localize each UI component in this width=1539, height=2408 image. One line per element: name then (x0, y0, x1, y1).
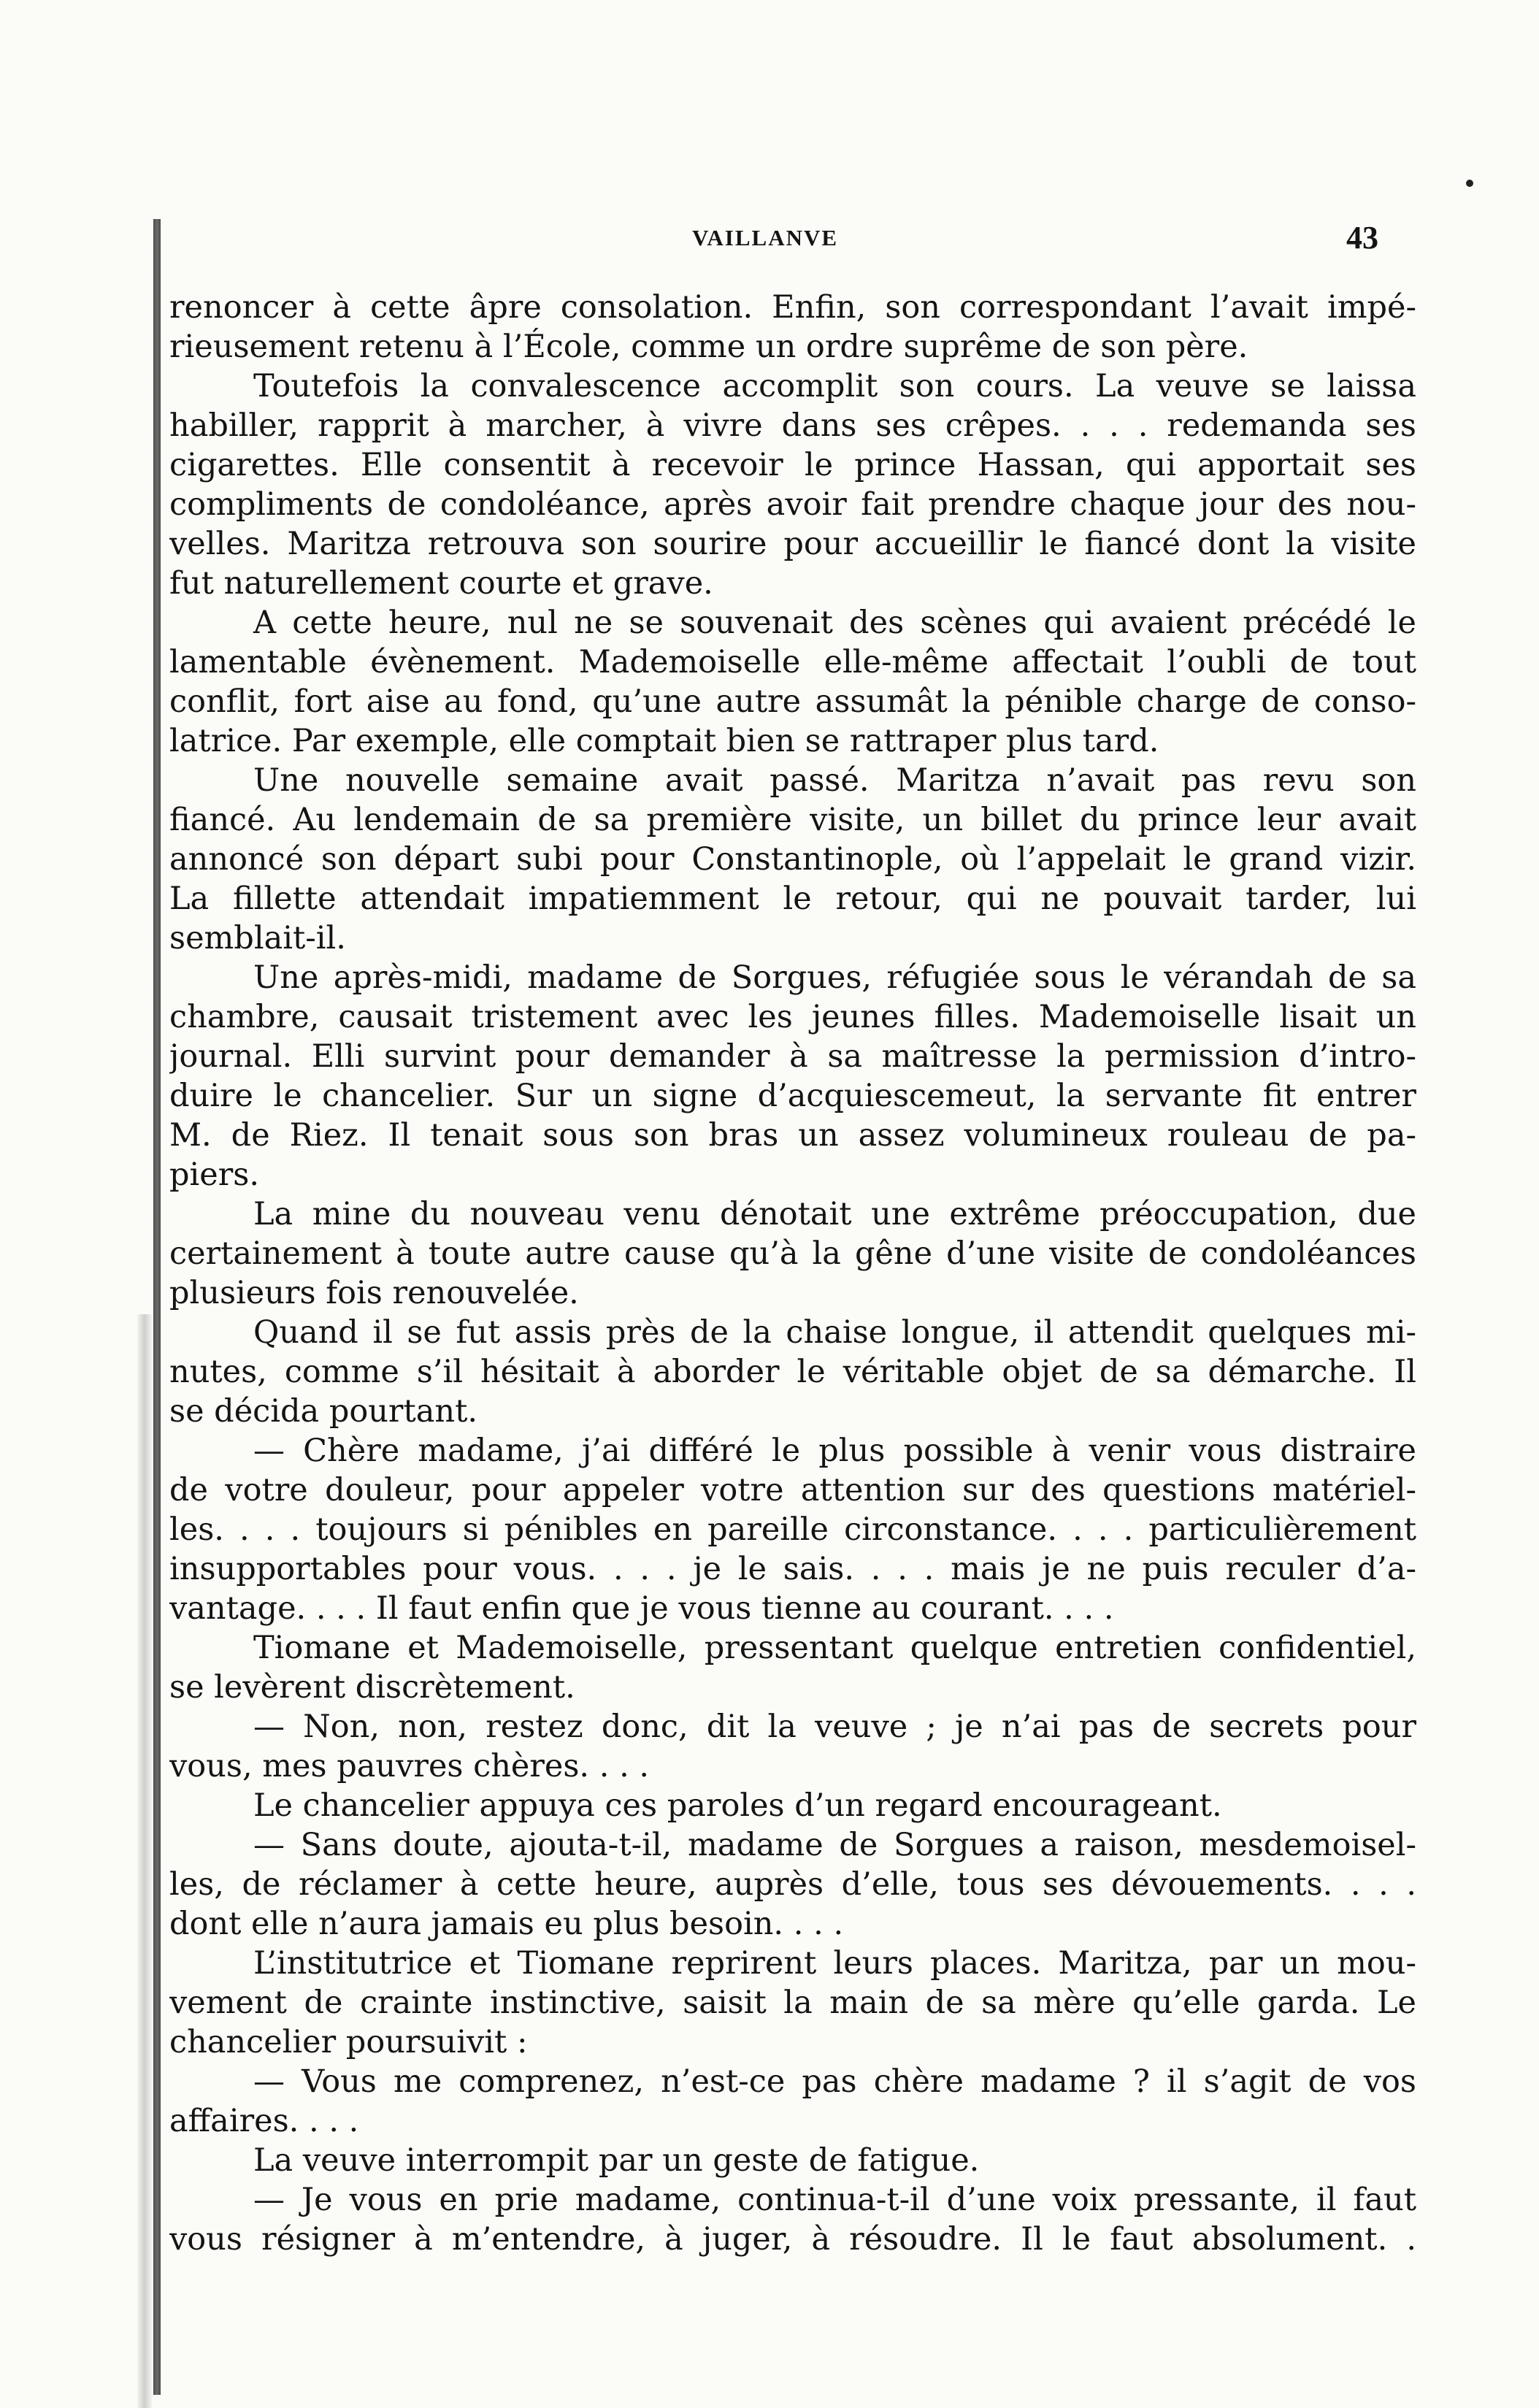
text-line: nutes, comme s’il hésitait à aborder le véritable objet de sa démarche. Il (169, 1354, 1416, 1390)
text-line: cigarettes. Elle consentit à recevoir le prince Hassan, qui apportait ses (169, 447, 1416, 483)
text-line: La mine du nouveau venu dénotait une extrême préoccupation, due (253, 1196, 1416, 1232)
text-line: chambre, causait tristement avec les jeunes filles. Mademoiselle lisait un (169, 999, 1416, 1035)
page-number: 43 (1346, 220, 1378, 256)
text-line: Une nouvelle semaine avait passé. Maritza n’avait pas revu son (253, 762, 1416, 799)
text-line: habiller, rapprit à marcher, à vivre dans ses crêpes. . . . redemanda ses (169, 407, 1416, 444)
text-line: fiancé. Au lendemain de sa première visite, un billet du prince leur avait (169, 802, 1416, 838)
text-line: La veuve interrompit par un geste de fatigue. (253, 2142, 980, 2179)
binding-edge-shadow (137, 1314, 152, 2408)
text-line: lamentable évènement. Mademoiselle elle-même affectait l’oubli de tout (169, 644, 1416, 680)
text-line: de votre douleur, pour appeler votre attention sur des questions matériel- (169, 1472, 1416, 1508)
text-line: plusieurs fois renouvelée. (169, 1275, 579, 1311)
body-text (169, 288, 1416, 2376)
text-line: affaires. . . . (169, 2103, 359, 2139)
text-line: les, de réclamer à cette heure, auprès d’elle, tous ses dévouements. . . . (169, 1866, 1416, 1903)
text-line: A cette heure, nul ne se souvenait des scènes qui avaient précédé le (253, 605, 1416, 641)
text-line: Tiomane et Mademoiselle, pressentant quelque entretien confidentiel, (253, 1630, 1416, 1666)
text-line: — Sans doute, ajouta-t-il, madame de Sorgues a raison, mesdemoisel- (253, 1827, 1416, 1863)
text-line: vous résigner à m’entendre, à juger, à résoudre. Il le faut absolument. . (169, 2221, 1416, 2258)
text-line: compliments de condoléance, après avoir fait prendre chaque jour des nou- (169, 486, 1416, 523)
text-line: insupportables pour vous. . . . je le sais. . . . mais je ne puis reculer d’a- (169, 1551, 1416, 1587)
text-line: annoncé son départ subi pour Constantinople, où l’appelait le grand vizir. (169, 841, 1416, 878)
text-line: piers. (169, 1157, 260, 1193)
text-line: vous, mes pauvres chères. . . . (169, 1748, 650, 1784)
text-line: certainement à toute autre cause qu’à la gêne d’une visite de condoléances (169, 1235, 1416, 1272)
text-line: L’institutrice et Tiomane reprirent leurs places. Maritza, par un mou- (253, 1945, 1416, 1982)
text-line: Toutefois la convalescence accomplit son cours. La veuve se laissa (253, 368, 1416, 404)
text-line: fut naturellement courte et grave. (169, 565, 713, 602)
text-line: les. . . . toujours si pénibles en pareille circonstance. . . . particulièrement (169, 1511, 1416, 1548)
text-line: — Chère madame, j’ai différé le plus possible à venir vous distraire (253, 1433, 1416, 1469)
text-line: conflit, fort aise au fond, qu’une autre assumât la pénible charge de conso- (169, 683, 1416, 720)
text-line: Quand il se fut assis près de la chaise longue, il attendit quelques mi- (253, 1314, 1416, 1351)
binding-gutter-shadow (153, 219, 161, 2395)
text-line: se décida pourtant. (169, 1393, 478, 1430)
text-line: La fillette attendait impatiemment le retour, qui ne pouvait tarder, lui (169, 881, 1416, 917)
text-line: chancelier poursuivit : (169, 2024, 528, 2060)
text-line: vantage. . . . Il faut enfin que je vous tienne au courant. . . . (169, 1590, 1114, 1627)
text-line: duire le chancelier. Sur un signe d’acquiescemeut, la servante fit entrer (169, 1078, 1416, 1114)
text-line: Le chancelier appuya ces paroles d’un regard encourageant. (253, 1787, 1222, 1824)
text-line: renoncer à cette âpre consolation. Enfin, son correspondant l’avait impé- (169, 289, 1416, 326)
ink-speck (1466, 180, 1473, 187)
text-line: Une après-midi, madame de Sorgues, réfugiée sous le vérandah de sa (253, 959, 1416, 996)
text-line: — Non, non, restez donc, dit la veuve ; je n’ai pas de secrets pour (253, 1709, 1416, 1745)
text-lines (169, 288, 1416, 2259)
text-line: dont elle n’aura jamais eu plus besoin. . . . (169, 1906, 844, 1942)
text-line: journal. Elli survint pour demander à sa maîtresse la permission d’intro- (169, 1038, 1416, 1075)
text-line: semblait-il. (169, 920, 346, 956)
text-line: M. de Riez. Il tenait sous son bras un assez volumineux rouleau de pa- (169, 1117, 1416, 1154)
text-line: vement de crainte instinctive, saisit la main de sa mère qu’elle garda. Le (169, 1985, 1416, 2021)
text-line: latrice. Par exemple, elle comptait bien se rattraper plus tard. (169, 723, 1159, 759)
text-line: — Je vous en prie madame, continua-t-il d’une voix pressante, il faut (253, 2182, 1416, 2218)
running-head: VAILLANVE (692, 225, 839, 250)
text-line: rieusement retenu à l’École, comme un ordre suprême de son père. (169, 329, 1248, 365)
text-line: se levèrent discrètement. (169, 1669, 575, 1706)
text-line: velles. Maritza retrouva son sourire pour accueillir le fiancé dont la visite (169, 526, 1416, 562)
text-line: — Vous me comprenez, n’est-ce pas chère madame ? il s’agit de vos (253, 2063, 1416, 2100)
page-header (0, 219, 1539, 263)
